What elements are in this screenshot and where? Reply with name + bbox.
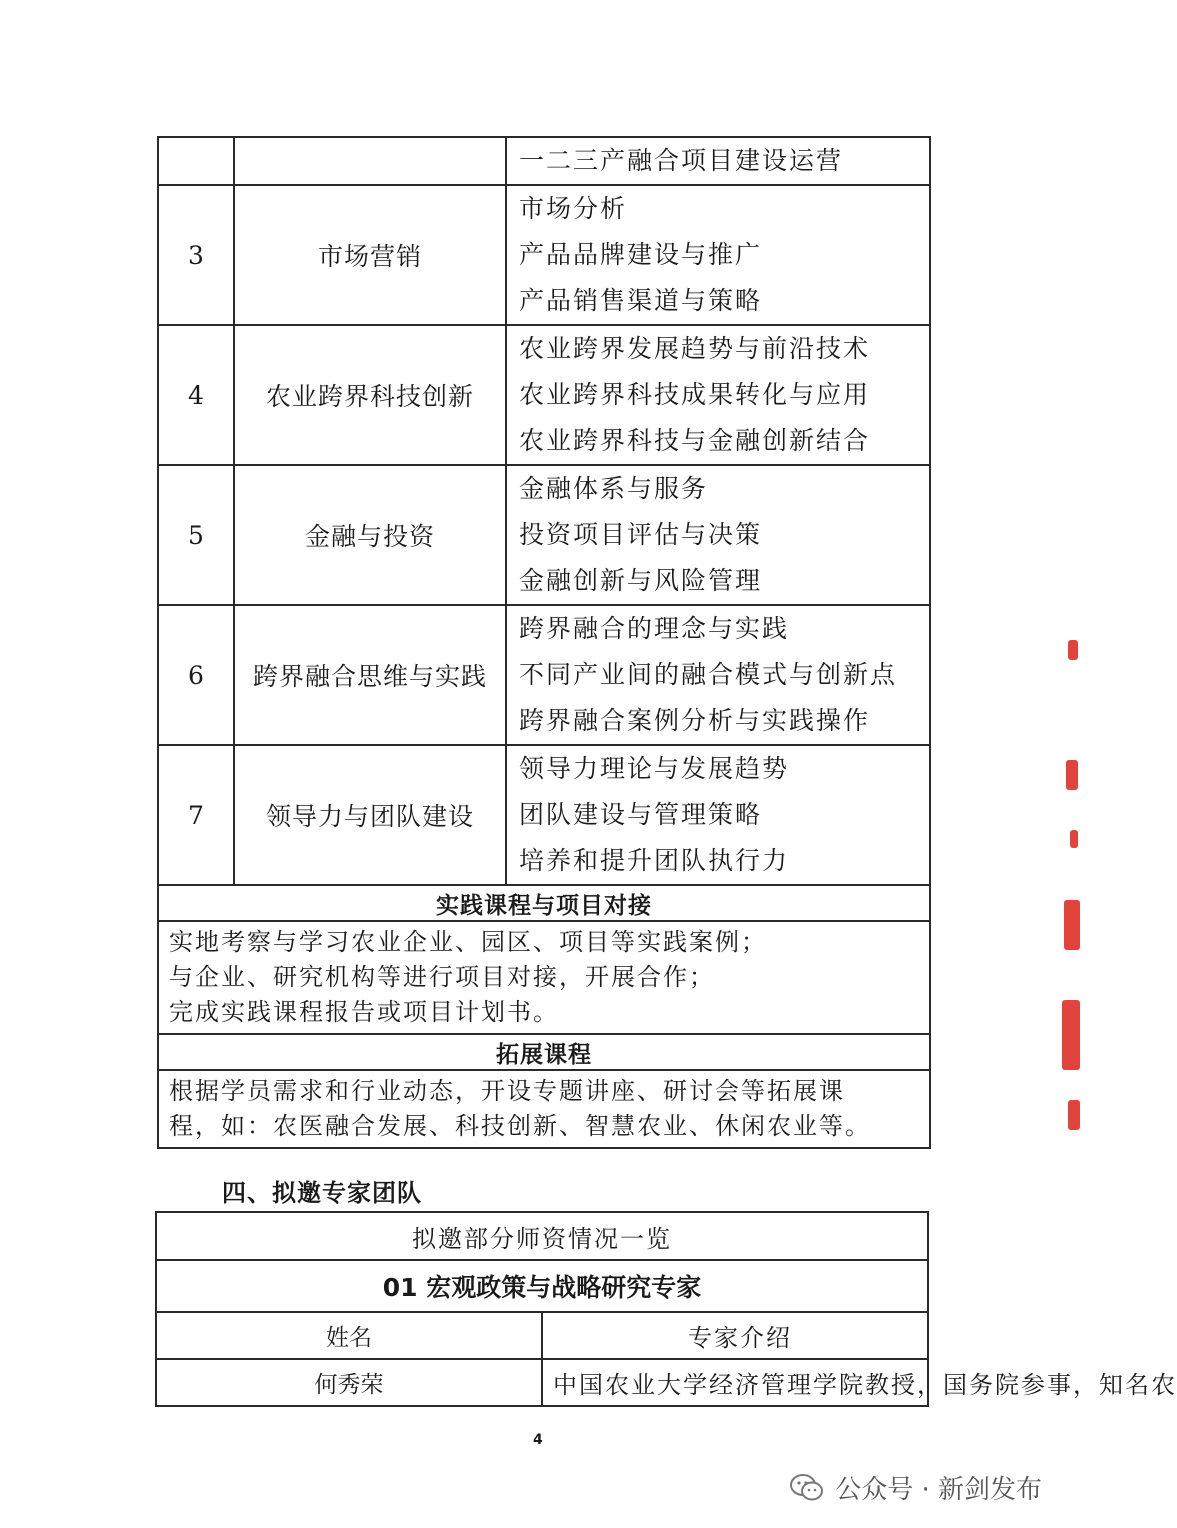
topic-list [506, 745, 930, 885]
topic-item: 一二三产融合项目建设运营 [519, 146, 844, 175]
topic-item: 产品品牌建设与推广 [519, 240, 763, 269]
curriculum-row [158, 605, 930, 745]
topic-item: 市场分析 [519, 194, 628, 223]
practice-header-row [158, 885, 930, 921]
section-heading: 四、拟邀专家团队 [222, 1179, 422, 1207]
topic-item: 不同产业间的融合模式与创新点 [519, 660, 898, 689]
topic-item: 跨界融合案例分析与实践操作 [519, 706, 871, 735]
experts-title-row [156, 1212, 928, 1260]
curriculum-row [158, 465, 930, 605]
topic-item: 金融体系与服务 [519, 474, 709, 503]
row-number: 6 [158, 605, 234, 745]
expert-name: 何秀荣 [156, 1359, 542, 1406]
practice-line: 与企业、研究机构等进行项目对接，开展合作； [169, 963, 715, 991]
curriculum-row [158, 745, 930, 885]
column-header-name: 姓名 [156, 1312, 542, 1359]
extension-body-row [158, 1070, 930, 1148]
row-number: 4 [158, 325, 234, 465]
topic-list [506, 325, 930, 465]
expert-category: 01 宏观政策与战略研究专家 [156, 1260, 928, 1312]
topic-item: 产品销售渠道与策略 [519, 286, 763, 315]
row-number [158, 137, 234, 185]
extension-line: 根据学员需求和行业动态，开设专题讲座、研讨会等拓展课 [169, 1077, 845, 1105]
topic-item: 团队建设与管理策略 [519, 800, 763, 829]
module-name: 农业跨界科技创新 [234, 325, 506, 465]
topic-item: 培养和提升团队执行力 [519, 846, 790, 875]
practice-body [158, 921, 930, 1034]
row-number: 5 [158, 465, 234, 605]
watermark [789, 1469, 1042, 1506]
expert-intro: 中国农业大学经济管理学院教授，国务院参事，知名农 [542, 1359, 928, 1406]
topic-item: 金融创新与风险管理 [519, 566, 763, 595]
wechat-icon [789, 1472, 825, 1504]
topic-list [506, 465, 930, 605]
row-number: 7 [158, 745, 234, 885]
extension-header: 拓展课程 [158, 1034, 930, 1070]
topic-item: 跨界融合的理念与实践 [519, 614, 790, 643]
row-number: 3 [158, 185, 234, 325]
topic-item: 投资项目评估与决策 [519, 520, 763, 549]
extension-header-row [158, 1034, 930, 1070]
curriculum-row [158, 325, 930, 465]
topic-list [506, 185, 930, 325]
curriculum-row [158, 185, 930, 325]
extension-line: 程，如：农医融合发展、科技创新、智慧农业、休闲农业等。 [169, 1112, 871, 1140]
topic-item: 领导力理论与发展趋势 [519, 754, 790, 783]
watermark-text: 公众号 · 新剑发布 [835, 1475, 1042, 1505]
topic-item: 农业跨界发展趋势与前沿技术 [519, 334, 871, 363]
expert-row [156, 1359, 928, 1406]
extension-body [158, 1070, 930, 1148]
module-name: 市场营销 [234, 185, 506, 325]
curriculum-table [157, 136, 931, 1149]
practice-line: 完成实践课程报告或项目计划书。 [169, 998, 559, 1026]
topic-item: 农业跨界科技与金融创新结合 [519, 426, 871, 455]
practice-body-row [158, 921, 930, 1034]
curriculum-row [158, 137, 930, 185]
experts-category-row [156, 1260, 928, 1312]
module-name: 金融与投资 [234, 465, 506, 605]
module-name: 跨界融合思维与实践 [234, 605, 506, 745]
experts-table-title: 拟邀部分师资情况一览 [156, 1212, 928, 1260]
module-name: 领导力与团队建设 [234, 745, 506, 885]
topic-list [506, 137, 930, 185]
module-name [234, 137, 506, 185]
experts-header-row [156, 1312, 928, 1359]
page-number: 4 [533, 1432, 543, 1448]
topic-list [506, 605, 930, 745]
column-header-intro: 专家介绍 [542, 1312, 928, 1359]
topic-item: 农业跨界科技成果转化与应用 [519, 380, 871, 409]
practice-line: 实地考察与学习农业企业、园区、项目等实践案例； [169, 928, 767, 956]
experts-table [155, 1211, 1177, 1407]
practice-header: 实践课程与项目对接 [158, 885, 930, 921]
red-seal-stamp [1058, 620, 1080, 1140]
